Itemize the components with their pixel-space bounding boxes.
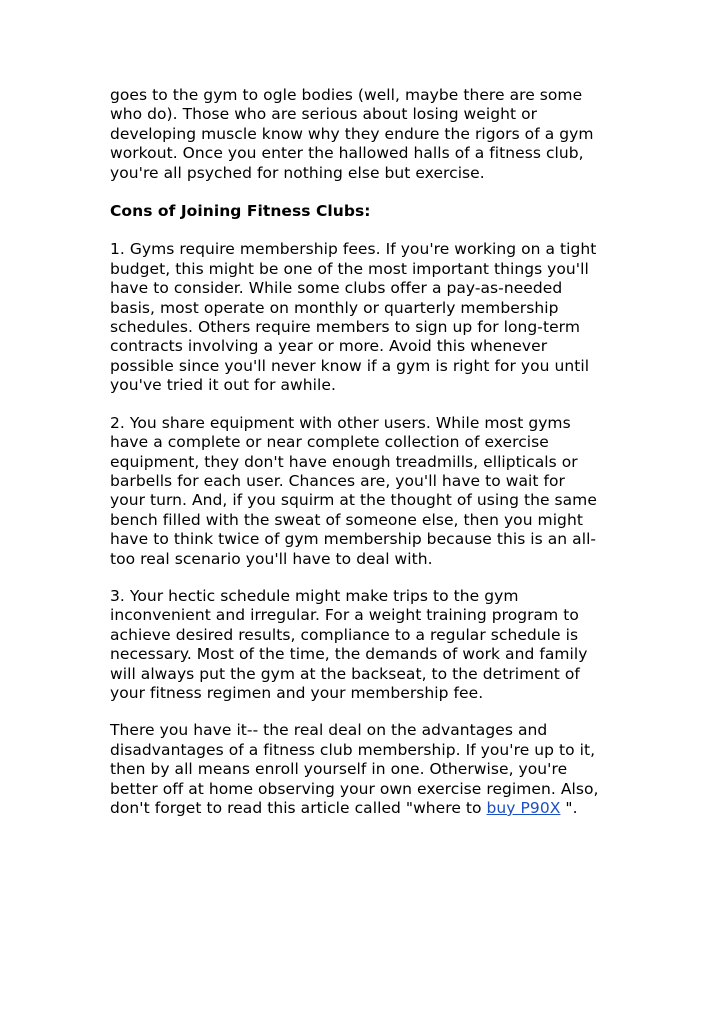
- final-text-line: [110, 799, 625, 818]
- text-line: your fitness regimen and your membership fee.: [110, 683, 484, 702]
- text-line: better off at home observing your own exercise regimen. Also,: [110, 779, 599, 798]
- text-line: 1. Gyms require membership fees. If you're working on a tight: [110, 240, 597, 259]
- point-2-paragraph: [110, 414, 625, 569]
- intro-paragraph: [110, 86, 625, 183]
- text-line: have to consider. While some clubs offer a pay-as-needed: [110, 279, 563, 298]
- conclusion-paragraph: [110, 721, 625, 818]
- text-line: goes to the gym to ogle bodies (well, maybe there are some: [110, 86, 583, 104]
- text-line: who do). Those who are serious about losing weight or: [110, 105, 538, 124]
- text-line: developing muscle know why they endure the rigors of a gym: [110, 124, 594, 143]
- text-line: too real scenario you'll have to deal with.: [110, 549, 433, 568]
- text-line: 3. Your hectic schedule might make trips to the gym: [110, 586, 519, 605]
- text-line: possible since you'll never know if a gym is right for you until: [110, 356, 590, 375]
- text-line: will always put the gym at the backseat, to the detriment of: [110, 664, 580, 683]
- text-line: workout. Once you enter the hallowed halls of a fitness club,: [110, 144, 584, 163]
- text-line: have a complete or near complete collection of exercise: [110, 433, 549, 452]
- text-line: bench filled with the sweat of someone else, then you might: [110, 510, 583, 529]
- text-line: budget, this might be one of the most important things you'll: [110, 259, 589, 278]
- buy-p90x-link[interactable]: buy P90X: [486, 799, 561, 817]
- text-line: necessary. Most of the time, the demands of work and family: [110, 645, 588, 664]
- final-line-prefix: don't forget to read this article called "where to: [110, 799, 487, 817]
- text-line: your turn. And, if you squirm at the thought of using the same: [110, 491, 597, 510]
- point-3-paragraph: [110, 587, 625, 703]
- text-line: basis, most operate on monthly or quarterly membership: [110, 298, 559, 317]
- text-line: barbells for each user. Chances are, you'll have to wait for: [110, 471, 565, 490]
- text-line: you've tried it out for awhile.: [110, 376, 336, 395]
- section-heading: Cons of Joining Fitness Clubs:: [110, 202, 371, 221]
- text-line: contracts involving a year or more. Avoid this whenever: [110, 337, 548, 356]
- text-line: achieve desired results, compliance to a regular schedule is: [110, 625, 579, 644]
- text-line: disadvantages of a fitness club membership. If you're up to it,: [110, 740, 596, 759]
- text-line: inconvenient and irregular. For a weight training program to: [110, 606, 579, 625]
- final-line-suffix: ".: [560, 799, 578, 817]
- text-line: 2. You share equipment with other users. While most gyms: [110, 413, 571, 432]
- text-line: have to think twice of gym membership because this is an all-: [110, 530, 597, 549]
- text-line: equipment, they don't have enough treadmills, ellipticals or: [110, 452, 578, 471]
- text-line: you're all psyched for nothing else but exercise.: [110, 163, 485, 182]
- document-page: [110, 86, 625, 836]
- point-1-paragraph: [110, 240, 625, 395]
- text-line: There you have it-- the real deal on the advantages and: [110, 721, 548, 740]
- text-line: then by all means enroll yourself in one. Otherwise, you're: [110, 760, 568, 779]
- text-line: schedules. Others require members to sign up for long-term: [110, 318, 580, 337]
